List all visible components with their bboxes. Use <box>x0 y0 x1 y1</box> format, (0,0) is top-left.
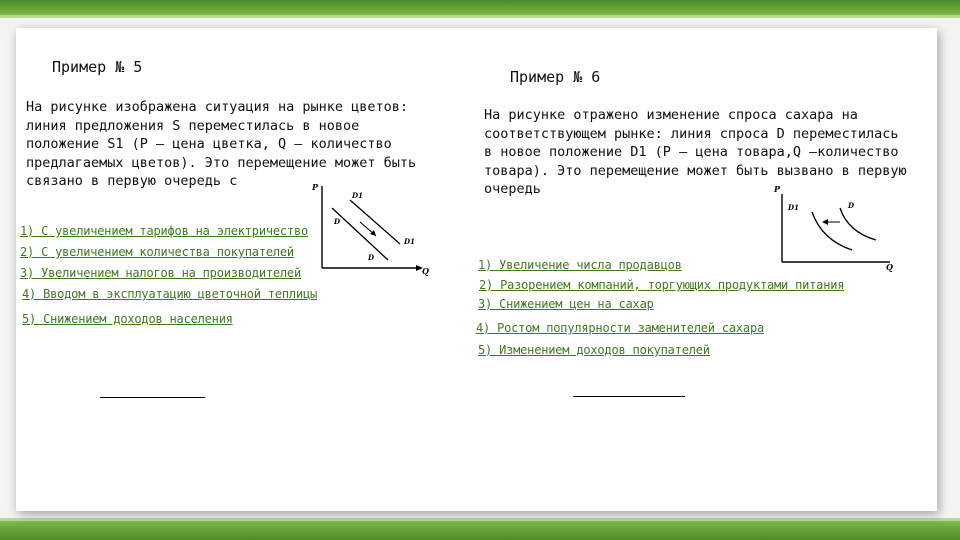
example-6-option-2[interactable]: 2) Разорением компаний, торгующих продуктами питания <box>479 278 845 292</box>
example-5-option-3[interactable]: 3) Увеличением налогов на производителей <box>20 266 301 280</box>
axis-label-q: Q <box>422 266 429 276</box>
example-6-option-4[interactable]: 4) Ростом популярности заменителей сахара <box>476 321 765 335</box>
demand-shift-graph <box>772 184 902 272</box>
example-5-line: На рисунке изображена ситуация на рынке цветов: <box>26 99 409 115</box>
example-5-heading: Пример № 5 <box>52 58 143 76</box>
example-6-option-3[interactable]: 3) Снижением цен на сахар <box>478 297 654 311</box>
shift-arrowhead <box>822 219 828 225</box>
example-5-line: положение S1 (P – цена цветка, Q – количество <box>26 136 392 152</box>
curve-label-d-end: D <box>368 253 375 262</box>
example-6-line: соответствующем рынке: линия спроса D переместилась <box>484 125 899 142</box>
example-5-line: линия предложения S переместилась в новое <box>26 117 360 134</box>
example-5-option-1[interactable]: 1) С увеличением тарифов на электричество <box>20 224 309 238</box>
curve-d <box>332 208 388 260</box>
axis-label-p: P <box>312 182 319 192</box>
example-6-line: очередь <box>484 181 541 197</box>
example-5-option-4[interactable]: 4) Вводом в эксплуатацию цветочной теплицы <box>22 287 318 301</box>
curve-d1 <box>812 212 852 250</box>
example-6-answer-line <box>573 396 685 397</box>
axis-label-q: Q <box>886 262 893 272</box>
example-6-option-5[interactable]: 5) Изменением доходов покупателей <box>478 343 710 357</box>
example-6-text <box>484 106 907 199</box>
example-5-answer-line <box>100 397 205 398</box>
curve-label-d1-end: D1 <box>404 237 415 246</box>
slide-card <box>16 28 937 511</box>
example-5-line: связано в первую очередь с <box>26 173 238 189</box>
curve-d <box>840 208 876 240</box>
axis-label-p: P <box>774 184 781 194</box>
top-green-band <box>0 0 960 18</box>
example-5-option-2[interactable]: 2) С увеличением количества покупателей <box>20 245 294 259</box>
example-5-text <box>26 98 416 191</box>
example-6-line: На рисунке отражено изменение спроса сахара на <box>484 107 858 123</box>
example-6-line: в новое положение D1 (P – цена товара,Q –количество <box>484 144 899 160</box>
curve-label-d: D <box>848 201 855 210</box>
supply-shift-graph <box>310 182 440 276</box>
curve-d1 <box>350 200 400 244</box>
example-6-option-1[interactable]: 1) Увеличение числа продавцов <box>478 258 682 272</box>
bottom-green-band <box>0 518 960 540</box>
example-5-line: предлагаемых цветов). Это перемещение может быть <box>26 154 417 171</box>
curve-label-d1: D1 <box>788 203 799 212</box>
example-6-heading: Пример № 6 <box>510 68 601 86</box>
curve-label-d: D <box>334 217 341 226</box>
example-6-line: товара). Это перемещение может быть вызвано в первую <box>484 162 907 179</box>
curve-label-d1: D1 <box>352 191 363 200</box>
example-5-option-5[interactable]: 5) Снижением доходов населения <box>22 312 233 326</box>
